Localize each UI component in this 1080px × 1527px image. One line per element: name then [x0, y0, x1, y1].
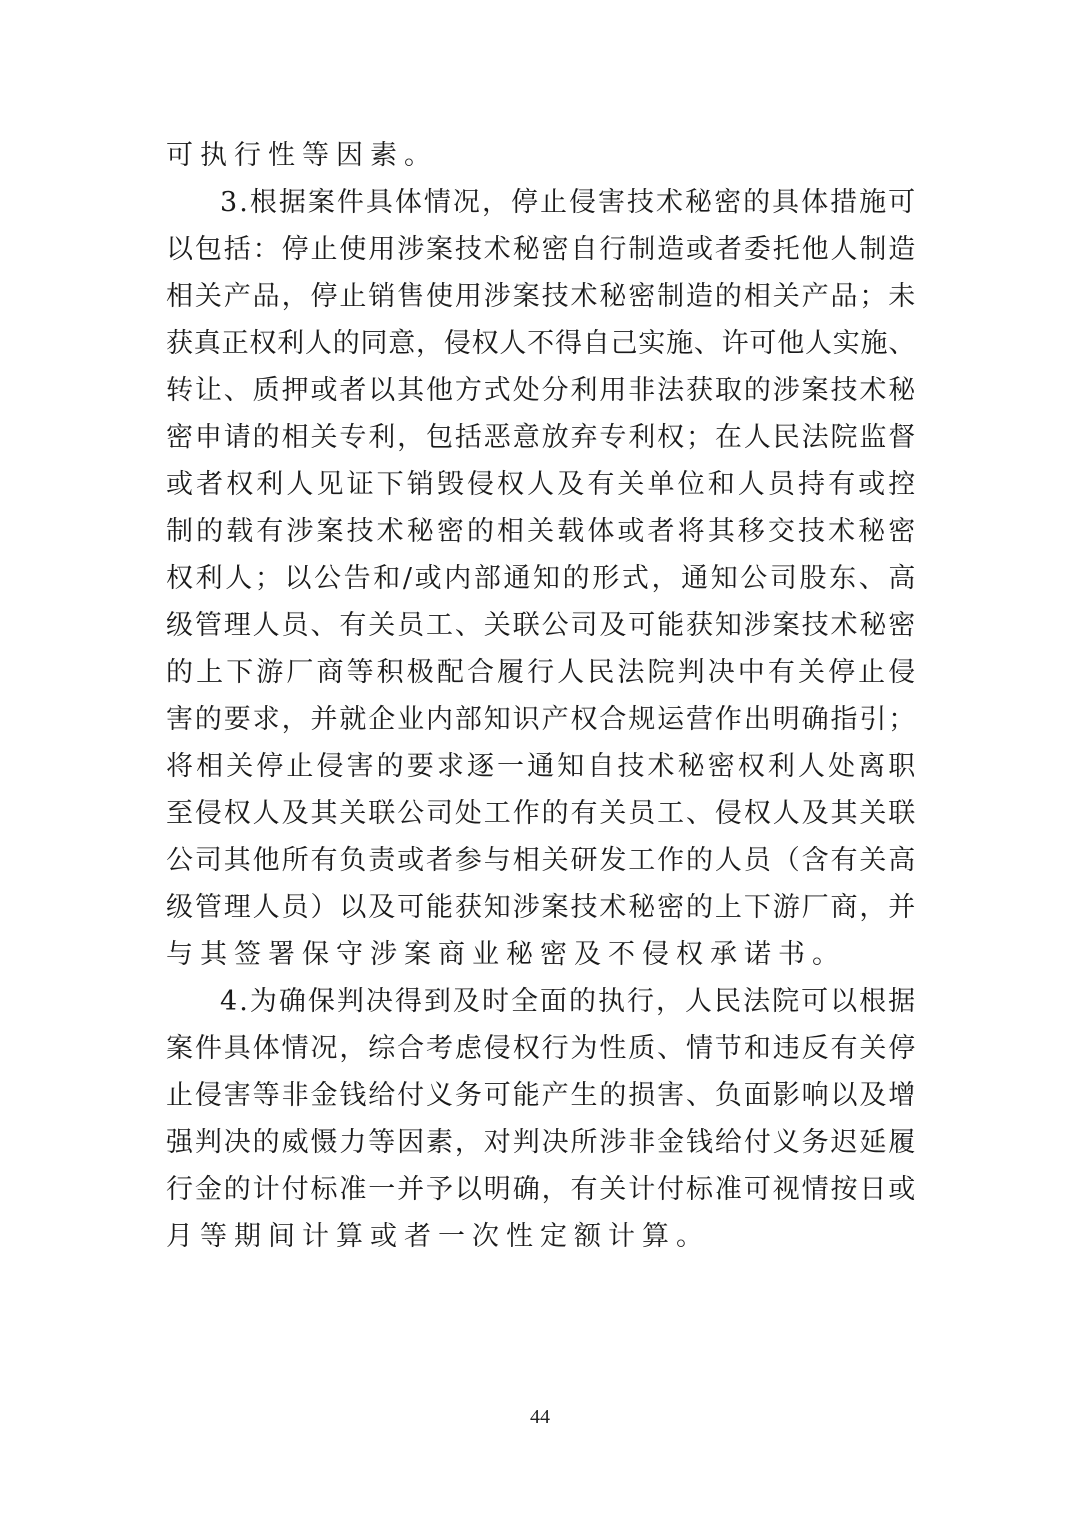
text-line: 或 者 权 利 人 见 证 下 销 毁 侵 权 人 及 有 关 单 位 和 人 员 持 有 或 控 [166, 469, 916, 500]
text-line: 相 关 产 品 ， 停 止 销 售 使 用 涉 案 技 术 秘 密 制 造 的 相 关 产 品 ； 未 [166, 281, 916, 312]
text-line: 与其签署保守涉案商业秘密及不侵权承诺书。 [166, 939, 846, 970]
text-line: 密 申 请 的 相 关 专 利 ， 包 括 恶 意 放 弃 专 利 权 ； 在 人 民 法 院 监 督 [166, 422, 916, 453]
text-line: 权 利 人 ； 以 公 告 和 / 或 内 部 通 知 的 形 式 ， 通 知 公 司 股 东 、 高 [166, 563, 916, 594]
text-line: 以 包 括 ： 停 止 使 用 涉 案 技 术 秘 密 自 行 制 造 或 者 委 托 他 人 制 造 [166, 234, 916, 265]
text-line: 至 侵 权 人 及 其 关 联 公 司 处 工 作 的 有 关 员 工 、 侵 权 人 及 其 关 联 [166, 798, 916, 829]
text-line: 强 判 决 的 威 慑 力 等 因 素 ， 对 判 决 所 涉 非 金 钱 给 付 义 务 迟 延 履 [166, 1127, 916, 1158]
text-line: 止 侵 害 等 非 金 钱 给 付 义 务 可 能 产 生 的 损 害 、 负 面 影 响 以 及 增 [166, 1080, 916, 1111]
text-line: 可执行性等因素。 [166, 140, 438, 171]
text-line: 害 的 要 求 ， 并 就 企 业 内 部 知 识 产 权 合 规 运 营 作 出 明 确 指 引 ； [166, 704, 916, 735]
text-line: 制 的 载 有 涉 案 技 术 秘 密 的 相 关 载 体 或 者 将 其 移 交 技 术 秘 密 [166, 516, 916, 547]
text-line: 月等期间计算或者一次性定额计算。 [166, 1221, 710, 1252]
body-text [166, 132, 916, 1260]
text-line: 级 管 理 人 员 、 有 关 员 工 、 关 联 公 司 及 可 能 获 知 涉 案 技 术 秘 密 [166, 610, 916, 641]
text-line: 案 件 具 体 情 况 ， 综 合 考 虑 侵 权 行 为 性 质 、 情 节 和 违 反 有 关 停 [166, 1033, 916, 1064]
text-line: 公 司 其 他 所 有 负 责 或 者 参 与 相 关 研 发 工 作 的 人 员 （ 含 有 关 高 [166, 845, 916, 876]
text-line: 行 金 的 计 付 标 准 一 并 予 以 明 确 ， 有 关 计 付 标 准 可 视 情 按 日 或 [166, 1174, 916, 1205]
page-number: 44 [530, 1406, 550, 1428]
text-line: 3 . 根 据 案 件 具 体 情 况 ， 停 止 侵 害 技 术 秘 密 的 具 体 措 施 可 [220, 187, 916, 218]
text-line: 级 管 理 人 员 ） 以 及 可 能 获 知 涉 案 技 术 秘 密 的 上 下 游 厂 商 ， 并 [166, 892, 916, 923]
text-line: 获 真 正 权 利 人 的 同 意 ， 侵 权 人 不 得 自 己 实 施 、 许 可 他 人 实 施 、 [166, 328, 916, 359]
text-line: 将 相 关 停 止 侵 害 的 要 求 逐 一 通 知 自 技 术 秘 密 权 利 人 处 离 职 [166, 751, 916, 782]
text-line: 4 . 为 确 保 判 决 得 到 及 时 全 面 的 执 行 ， 人 民 法 院 可 以 根 据 [220, 986, 916, 1017]
text-line: 转 让 、 质 押 或 者 以 其 他 方 式 处 分 利 用 非 法 获 取 的 涉 案 技 术 秘 [166, 375, 916, 406]
text-line: 的 上 下 游 厂 商 等 积 极 配 合 履 行 人 民 法 院 判 决 中 有 关 停 止 侵 [166, 657, 916, 688]
